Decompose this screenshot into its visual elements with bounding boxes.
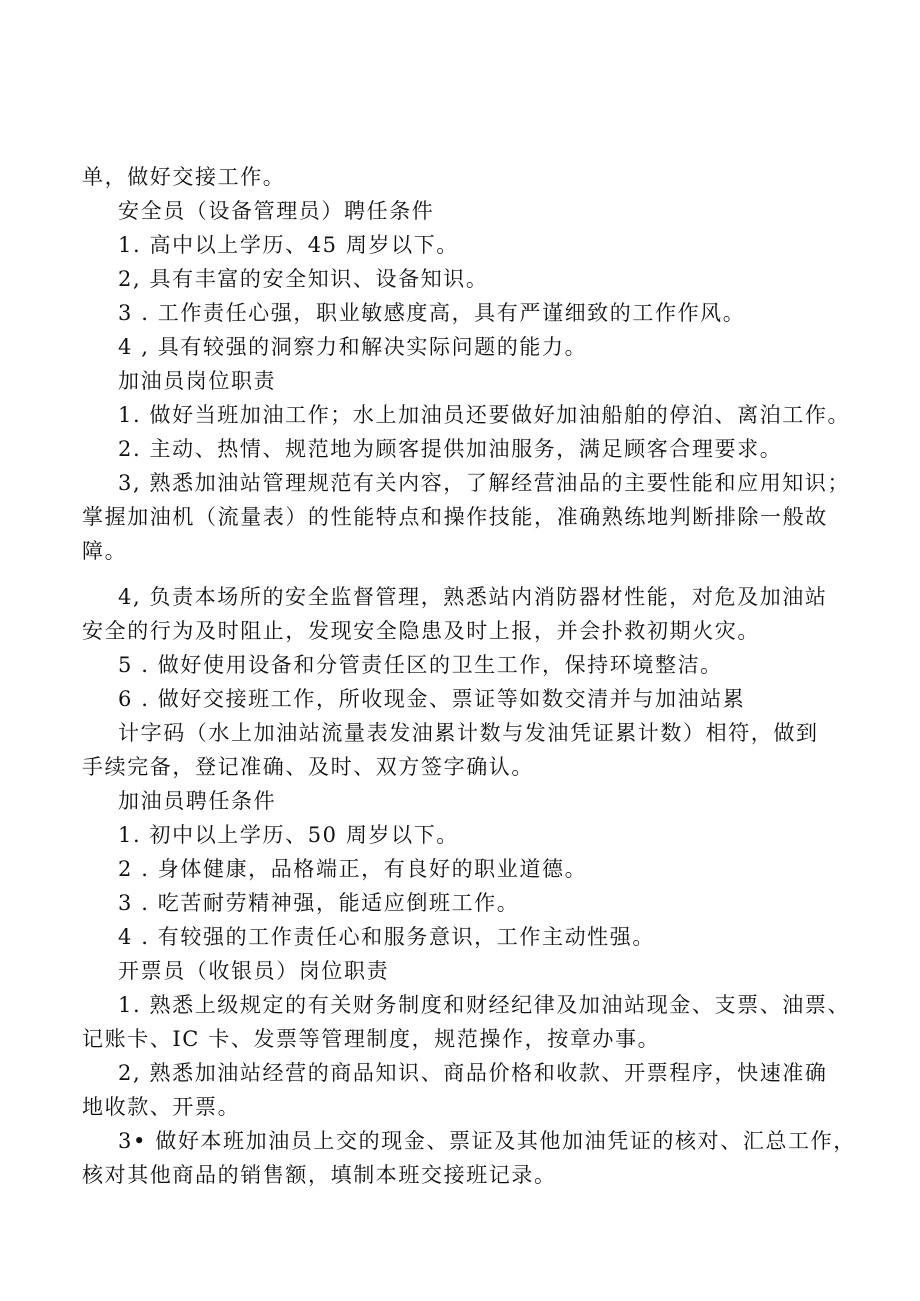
text-line: 核对其他商品的销售额，填制本班交接班记录。 (82, 1163, 557, 1187)
list-item: 3, 熟悉加油站管理规范有关内容，了解经营油品的主要性能和应用知识； (118, 471, 851, 495)
text-line: 单，做好交接工作。 (82, 165, 286, 189)
list-item: 2, 熟悉加油站经营的商品知识、商品价格和收款、开票程序，快速准确 (118, 1061, 828, 1085)
list-item: 1. 熟悉上级规定的有关财务制度和财经纪律及加油站现金、支票、油票、 (118, 993, 851, 1017)
text-line: 手续完备，登记准确、及时、双方签字确认。 (82, 755, 534, 779)
section-heading: 安全员（设备管理员）聘任条件 (118, 199, 435, 223)
list-item: 1. 高中以上学历、45 周岁以下。 (118, 233, 459, 257)
text-line: 障。 (82, 539, 128, 563)
list-item: 3 . 工作责任心强，职业敏感度高，具有严谨细致的工作作风。 (118, 301, 746, 325)
text-line: 记账卡、IC 卡、发票等管理制度，规范操作，按章办事。 (82, 1027, 661, 1051)
list-item: 6 . 做好交接班工作，所收现金、票证等如数交清并与加油站累 (118, 687, 746, 711)
list-item: 1. 初中以上学历、50 周岁以下。 (118, 823, 459, 847)
list-item: 3 . 吃苦耐劳精神强，能适应倒班工作。 (118, 891, 520, 915)
list-item: 2 . 身体健康，品格端正，有良好的职业道德。 (118, 857, 588, 881)
text-line: 地收款、开票。 (82, 1095, 241, 1119)
list-item: 4 . 有较强的工作责任心和服务意识，工作主动性强。 (118, 925, 655, 949)
text-line: 计字码（水上加油站流量表发油累计数与发油凭证累计数）相符，做到 (118, 721, 819, 745)
section-heading: 加油员聘任条件 (118, 789, 277, 813)
document-page (82, 160, 858, 1192)
list-item: 4, 负责本场所的安全监督管理，熟悉站内消防器材性能，对危及加油站 (118, 585, 828, 609)
list-item: 5 . 做好使用设备和分管责任区的卫生工作，保持环境整洁。 (118, 653, 723, 677)
section-heading: 开票员（收银员）岗位职责 (118, 959, 390, 983)
list-item: 2, 具有丰富的安全知识、设备知识。 (118, 267, 489, 291)
text-line: 安全的行为及时阻止，发现安全隐患及时上报，并会扑救初期火灾。 (82, 619, 760, 643)
list-item: 4 , 具有较强的洞察力和解决实际问题的能力。 (118, 335, 588, 359)
list-item: 3• 做好本班加油员上交的现金、票证及其他加油凭证的核对、汇总工作， (118, 1129, 856, 1153)
section-heading: 加油员岗位职责 (118, 369, 277, 393)
text-line: 掌握加油机（流量表）的性能特点和操作技能，准确熟练地判断排除一般故 (82, 505, 828, 529)
list-item: 2. 主动、热情、规范地为顾客提供加油服务，满足顾客合理要求。 (118, 437, 783, 461)
list-item: 1. 做好当班加油工作；水上加油员还要做好加油船舶的停泊、离泊工作。 (118, 403, 851, 427)
